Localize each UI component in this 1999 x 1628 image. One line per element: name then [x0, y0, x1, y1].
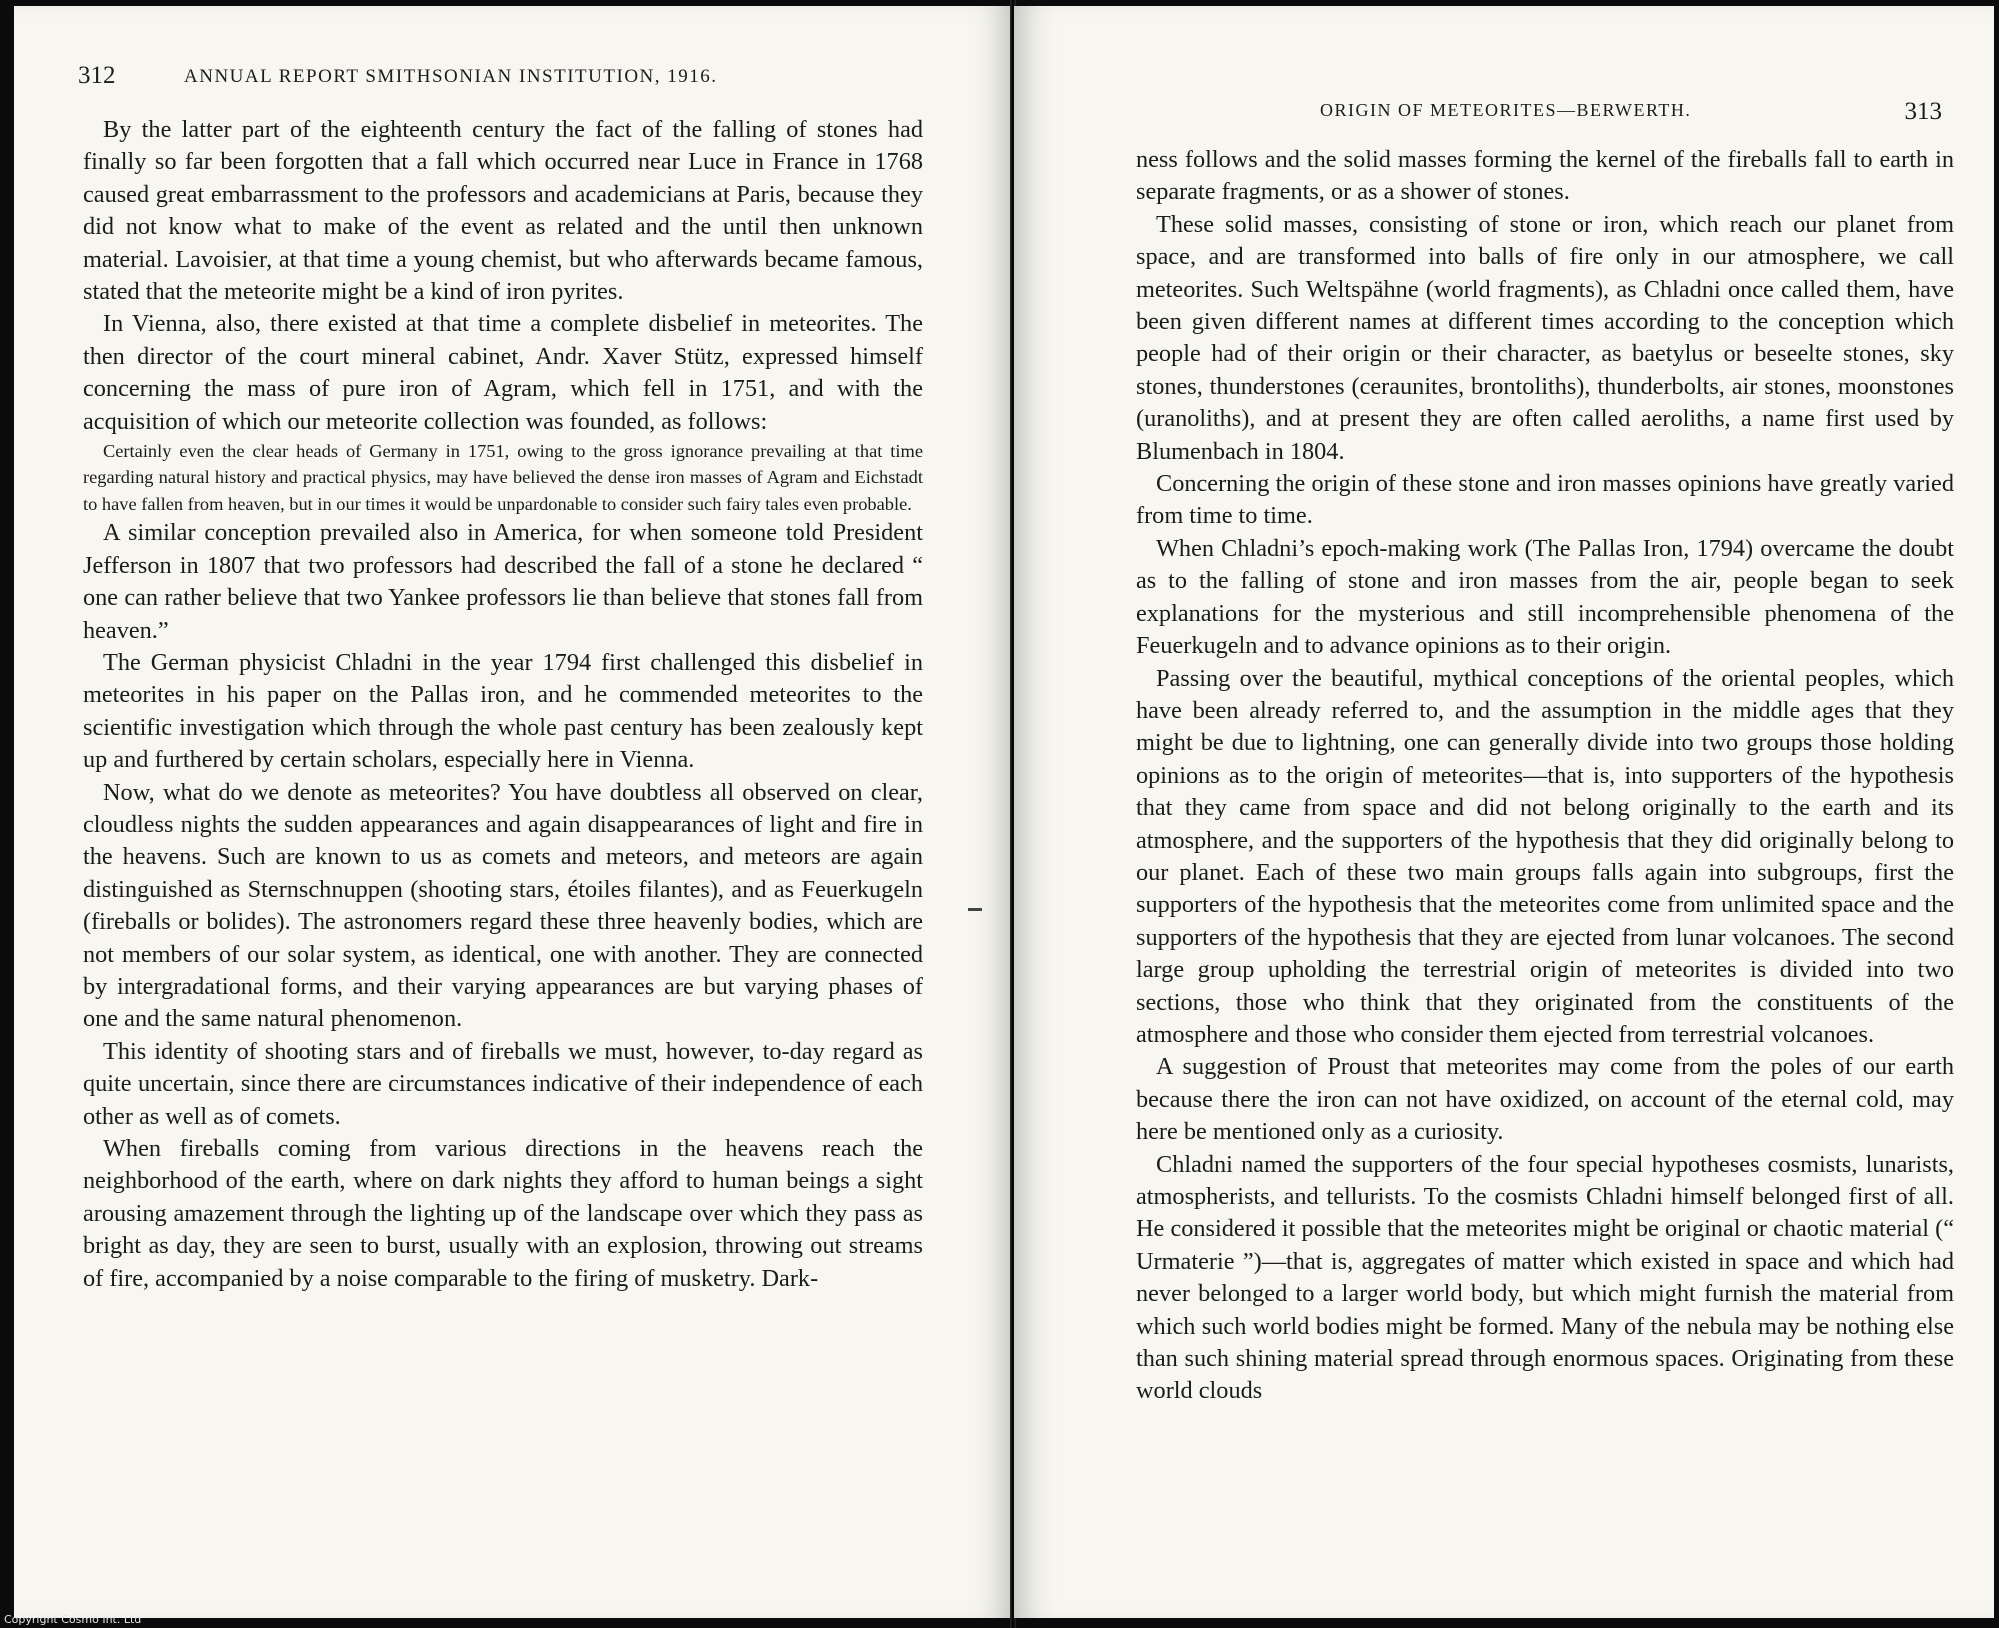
running-head: ANNUAL REPORT SMITHSONIAN INSTITUTION, 1916. — [184, 66, 718, 87]
paragraph: This identity of shooting stars and of fireballs we must, however, to-day regard as quite uncertain, since there are circumstances indicative of their independence of each other as well as of comets. — [83, 1037, 923, 1130]
left-page-body — [83, 114, 923, 1295]
paragraph: In Vienna, also, there existed at that time a complete disbelief in meteorites. The then director of the court mineral cabinet, Andr. Xaver Stütz, expressed himself concerning the mass of pure iron of Agram, which fell in 1751, and with the acquisition of which our meteorite collection was founded, as follows: — [83, 310, 923, 435]
paragraph-continuation: ness follows and the solid masses forming the kernel of the fireballs fall to earth in separate fragments, or as a shower of stones. — [1136, 146, 1954, 206]
paragraph: Chladni named the supporters of the four special hypotheses cosmists, lunarists, atmospherists, and tellurists. To the cosmists Chladni himself belonged first of all. He considered it possible that the meteorites might be original or chaotic material (“ Urmaterie ”)—that is, aggregates of matter which existed in space and which had never belonged to a larger world body, but which might furnish the material from which such world bodies might be formed. Many of the nebula may be nothing else than such shining material spread through enormous spaces. Originating from these world clouds — [1136, 1150, 1954, 1405]
copyright-watermark: Copyright Cosmo Int. Ltd — [4, 1613, 142, 1626]
block-quote: Certainly even the clear heads of Germany in 1751, owing to the gross ignorance prevailing at that time regarding natural history and practical physics, may have believed the dense iron masses of Agram and Eichstadt to have fallen from heaven, but in our times it would be unpardonable to consider such fairy tales even probable. — [83, 441, 923, 514]
right-page — [1014, 6, 1994, 1618]
paragraph: Now, what do we denote as meteorites? You have doubtless all observed on clear, cloudless nights the sudden appearances and again disappearances of light and fire in the heavens. Such are known to us as comets and meteors, and meteors are again distinguished as Sternschnuppen (shooting stars, étoiles filantes), and as Feuerkugeln (fireballs or bolides). The astronomers regard these three heavenly bodies, which are not members of our solar system, as identical, one with another. They are connected by intergradational forms, and their varying appearances are but varying phases of one and the same natural phenomenon. — [83, 778, 923, 1033]
paragraph: The German physicist Chladni in the year 1794 first challenged this disbelief in meteorites in his paper on the Pallas iron, and he commended meteorites to the scientific investigation which through the whole past century has been zealously kept up and furthered by certain scholars, especially here in Vienna. — [83, 648, 923, 774]
right-page-body — [1136, 144, 1954, 1408]
paragraph: When Chladni’s epoch-making work (The Pallas Iron, 1794) overcame the doubt as to the falling of stone and iron masses from the air, people began to seek explanations for the mysterious and still incomprehensible phenomena of the Feuerkugeln and to advance opinions as to their origin. — [1136, 534, 1954, 660]
paragraph: Passing over the beautiful, mythical conceptions of the oriental peoples, which have been already referred to, and the assumption in the middle ages that they might be due to lightning, one can generally divide into two groups those holding opinions as to the origin of meteorites—that is, into supporters of the hypothesis that they came from space and did not belong originally to the earth and its atmosphere, and the supporters of the hypothesis that they did originally belong to our planet. Each of these two main groups falls again into subgroups, first the supporters of the hypothesis that the meteorites come from unlimited space and the supporters of the hypothesis that they are ejected from lunar volcanoes. The second large group upholding the terrestrial origin of meteorites is divided into two sections, those who think that they originated from the constituents of the atmosphere and those who consider them ejected from terrestrial volcanoes. — [1136, 664, 1954, 1048]
running-head: ORIGIN OF METEORITES—BERWERTH. — [1320, 100, 1692, 120]
paragraph: By the latter part of the eighteenth century the fact of the falling of stones had finally so far been forgotten that a fall which occurred near Luce in France in 1768 caused great embarrassment to the professors and academicians at Paris, because they did not know what to make of the event as related and the until then unknown material. Lavoisier, at that time a young chemist, but who afterwards became famous, stated that the meteorite might be a kind of iron pyrites. — [83, 116, 923, 306]
paragraph: A suggestion of Proust that meteorites may come from the poles of our earth because there the iron can not have oxidized, on account of the eternal cold, may here be mentioned only as a curiosity. — [1136, 1053, 1954, 1146]
paragraph: Concerning the origin of these stone and iron masses opinions have greatly varied from time to time. — [1136, 470, 1954, 530]
right-page-header — [1014, 62, 1994, 125]
left-page-header — [14, 62, 1012, 102]
paragraph: A similar conception prevailed also in America, for when someone told President Jefferson in 1807 that two professors had described the fall of a stone he declared “ one can rather believe that two Yankee professors lie than believe that stones fall from heaven.” — [83, 519, 923, 644]
margin-mark — [968, 908, 982, 911]
paragraph: These solid masses, consisting of stone or iron, which reach our planet from space, and are transformed into balls of fire only in our atmosphere, we call meteorites. Such Weltspähne (world fragments), as Chladni once called them, have been given different names at different times according to the conception which people had of their origin or their character, as baetylus or beseelte stones, sky stones, thunderstones (ceraunites, brontoliths), thunderbolts, air stones, moonstones (uranoliths), and at present they are often called aeroliths, a name first used by Blumenbach in 1804. — [1136, 210, 1954, 465]
page-number: 313 — [1904, 98, 1942, 125]
paragraph: When fireballs coming from various directions in the heavens reach the neighborhood of the earth, where on dark nights they afford to human beings a sight arousing amazement through the lighting up of the landscape over which they pass as bright as day, they are seen to burst, usually with an explosion, throwing out streams of fire, accompanied by a noise comparable to the firing of musketry. Dark- — [83, 1135, 923, 1292]
page-number: 312 — [78, 62, 116, 89]
left-page — [14, 6, 1012, 1618]
